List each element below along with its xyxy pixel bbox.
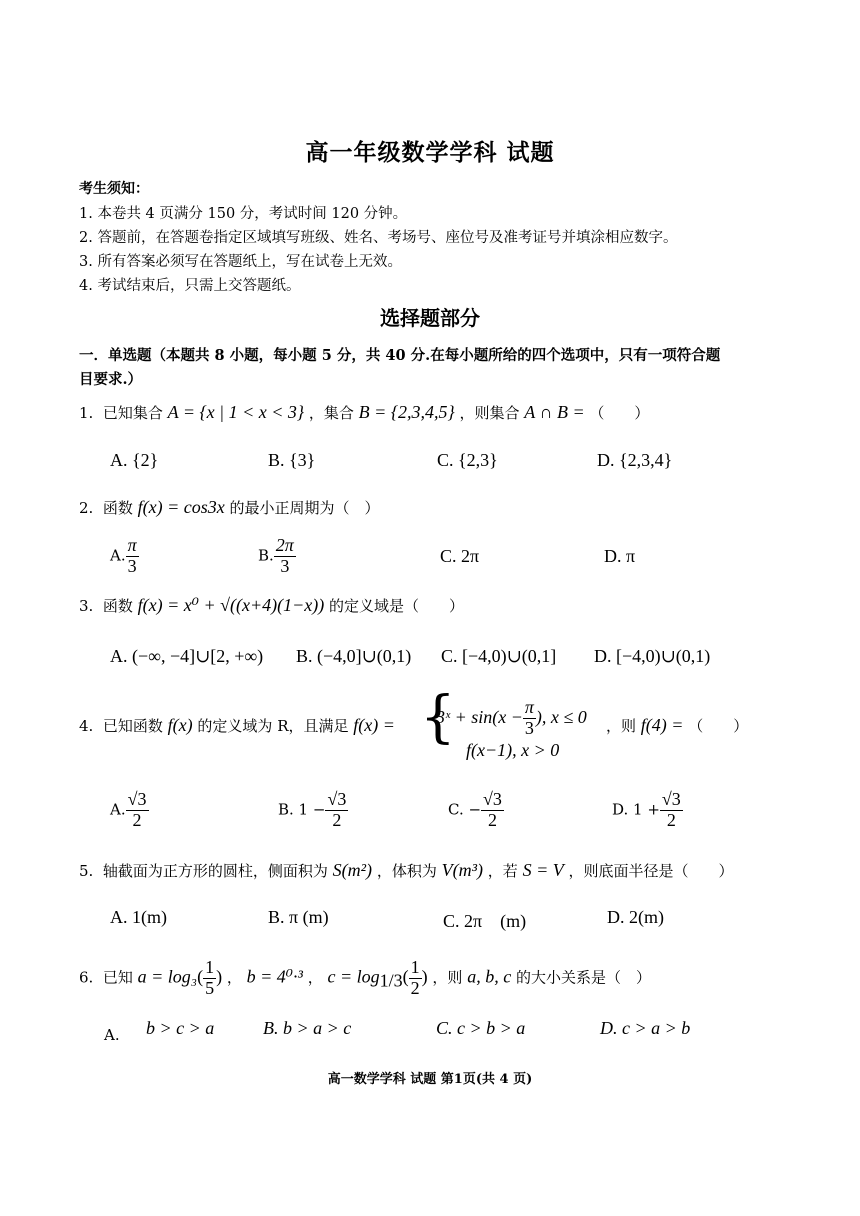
option-d: D. 1 + $\frac{√3}{2}$ — [612, 789, 681, 830]
math-expression: f(x) = — [353, 715, 395, 735]
question-number: 1. — [79, 404, 94, 422]
option-c: C. c > b > a — [436, 1018, 526, 1038]
fraction: $\frac{1}{2}$ — [410, 957, 420, 998]
question-text: 已知 — [102, 968, 133, 987]
question-text: 已知集合 — [102, 404, 163, 422]
math-expression: V(m³) — [441, 860, 484, 880]
math-expression: b = 4⁰·³ — [246, 966, 303, 987]
question-text: ，若 — [487, 862, 518, 880]
fraction: $\frac{1}{5}$ — [205, 957, 215, 998]
fraction: $\frac{√3}{2}$ — [127, 789, 147, 830]
question-text: 函数 — [102, 499, 133, 517]
section1-instruction: 一．单选题（本题共 8 小题，每小题 5 分，共 40 分.在每小题所给的四个选项中，只有一项符合题 — [79, 347, 721, 364]
option-d: D. π — [604, 546, 636, 566]
fraction: $\frac{\pi}{3}$ — [127, 535, 137, 576]
notice-item: 4. 考试结束后，只需上交答题纸。 — [79, 278, 301, 294]
question-5 — [79, 860, 734, 881]
math-expression: S(m²) — [332, 860, 373, 880]
math-expression: f(x) = cos3x — [137, 497, 225, 517]
question-text: ，体积为 — [376, 862, 437, 880]
page-title: 高一年级数学学科 试题 — [305, 139, 555, 166]
math-expression: a, b, c — [467, 966, 512, 987]
question-text: 轴截面为正方形的圆柱，侧面积为 — [102, 862, 328, 880]
page-footer: 高一数学学科 试题 第1页(共 4 页) — [327, 1072, 533, 1087]
fraction: $\frac{√3}{2}$ — [327, 789, 347, 830]
question-text: ，则底面半径是（ ） — [568, 862, 734, 880]
math-expression: S = V — [522, 860, 564, 880]
question-number: 4. — [79, 717, 94, 735]
option-b: B. $\frac{2\pi}{3}$ — [258, 535, 294, 576]
option-a: A. $\frac{√3}{2}$ — [110, 789, 147, 830]
option-b: B. (−4,0]∪(0,1) — [296, 646, 412, 666]
section-title: 选择题部分 — [380, 306, 480, 330]
question-2 — [79, 497, 380, 518]
question-text: ，集合 — [308, 404, 354, 422]
question-6: 6. 已知 a = log₃( $\frac{1}{5}$ ) ， b = 4⁰·³ ， $c = \log_{1/3}$( $\frac{1}{2}$ ) ，则 a, b, c 的大小关系是（ ） — [79, 957, 652, 998]
math-expression: B = {2,3,4,5} — [358, 402, 455, 422]
math-expression: f(x) = x⁰ + √((x+4)(1−x)) — [137, 595, 325, 615]
question-text: 函数 — [102, 597, 133, 615]
notice-item: 2. 答题前，在答题卷指定区域填写班级、姓名、考场号、座位号及准考证号并填涂相应数字。 — [79, 230, 678, 246]
option-a: A. — [104, 1026, 120, 1044]
piecewise-case-2: f(x−1), x > 0 — [466, 740, 560, 760]
fraction: $\frac{√3}{2}$ — [483, 789, 502, 830]
fraction: $\frac{√3}{2}$ — [661, 789, 681, 830]
question-text: 已知函数 — [102, 717, 163, 735]
option-b: B. {3} — [268, 450, 316, 470]
option-d: D. [−4,0)∪(0,1) — [594, 646, 711, 666]
math-expression: A = {x | 1 < x < 3} — [167, 402, 305, 422]
question-number: 5. — [79, 862, 94, 880]
option-c: C. − $\frac{√3}{2}$ — [448, 789, 502, 830]
notice-heading: 考生须知： — [79, 181, 149, 197]
question-4-ask: ，则 f(4) = （ ） — [606, 715, 749, 735]
option-a: A. (−∞, −4]∪[2, +∞) — [110, 646, 264, 666]
section1-instruction-cont: 目要求.） — [79, 371, 143, 388]
piecewise-case-1: 3ˣ + sin(x − $\frac{\pi}{3}$ ), x ≤ 0 — [436, 697, 587, 738]
question-text: 的定义域是（ ） — [329, 597, 465, 615]
option-d: D. {2,3,4} — [597, 450, 673, 470]
option-d: D. 2(m) — [607, 907, 664, 927]
question-number: 2. — [79, 499, 94, 517]
math-expression: f(4) = — [640, 715, 684, 735]
question-text: ，则集合 — [459, 404, 520, 422]
question-number: 3. — [79, 597, 94, 615]
question-text: 的定义域为 R，且满足 — [197, 717, 349, 735]
option-d: D. c > a > b — [600, 1018, 691, 1038]
option-c: C. [−4,0)∪(0,1] — [441, 646, 557, 666]
question-3 — [79, 595, 464, 616]
math-expression: f(x) — [167, 715, 193, 735]
math-expression: A ∩ B = — [524, 402, 585, 422]
option-a: A. {2} — [110, 450, 159, 470]
answer-bracket: （ ） — [589, 404, 650, 422]
fraction: $\frac{\pi}{3}$ — [524, 697, 534, 738]
question-number: 6. — [79, 968, 94, 987]
question-1 — [79, 402, 649, 423]
option-a: A. $\frac{\pi}{3}$ — [110, 535, 137, 576]
question-text: 的最小正周期为（ ） — [229, 499, 380, 517]
notice-item: 1. 本卷共 4 页满分 150 分，考试时间 120 分钟。 — [79, 206, 408, 222]
notice-item: 3. 所有答案必须写在答题纸上，写在试卷上无效。 — [79, 254, 402, 270]
option-a: A. 1(m) — [110, 907, 167, 927]
fraction: $\frac{2\pi}{3}$ — [275, 535, 294, 576]
piecewise-brace: { — [420, 685, 456, 750]
option-a-value: b > c > a — [146, 1018, 215, 1038]
option-c: C. 2π — [440, 546, 480, 566]
option-b: B. b > a > c — [263, 1018, 352, 1038]
option-c: C. 2π (m) — [443, 911, 527, 931]
option-b: B. π (m) — [268, 907, 329, 927]
question-4 — [79, 715, 395, 736]
option-b: B. 1 − $\frac{√3}{2}$ — [278, 789, 347, 830]
option-c: C. {2,3} — [437, 450, 498, 470]
answer-bracket: （ ） — [688, 717, 749, 735]
